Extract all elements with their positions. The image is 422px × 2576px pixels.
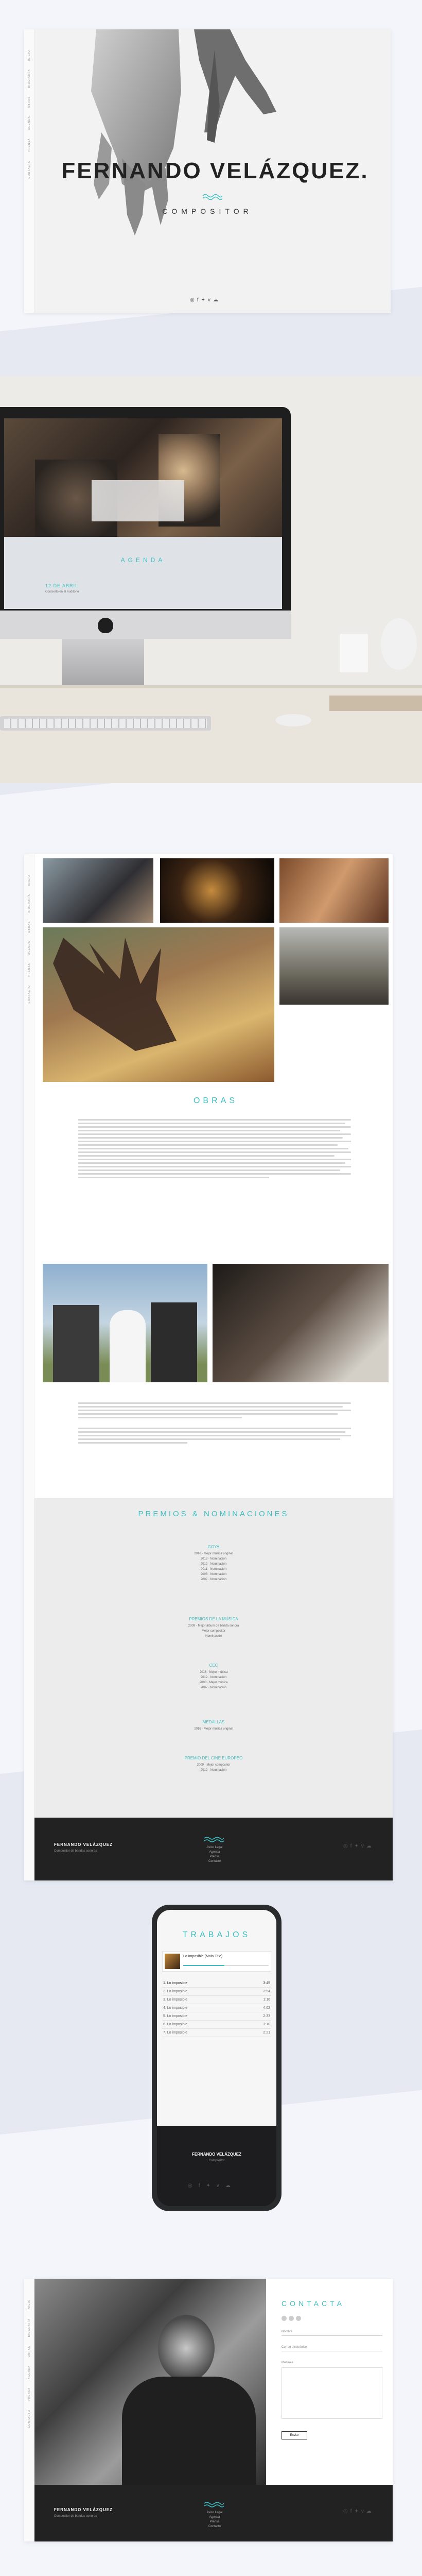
track-name: 6. Lo imposible bbox=[163, 2023, 188, 2026]
track-time: 1:16 bbox=[263, 1998, 270, 2002]
wave-icon bbox=[202, 193, 222, 200]
instagram-icon[interactable]: ◎ bbox=[188, 2183, 192, 2189]
name-field[interactable] bbox=[282, 2335, 382, 2336]
footer-name: FERNANDO VELÁZQUEZ bbox=[54, 1842, 113, 1847]
nav-item[interactable]: AGENDA bbox=[28, 2365, 31, 2380]
now-playing-title: Lo Imposible (Main Title) bbox=[183, 1955, 223, 1958]
hero-subtitle: COMPOSITOR bbox=[162, 207, 253, 215]
twitter-icon[interactable]: ✦ bbox=[206, 2183, 210, 2189]
nav-item[interactable]: BIOGRAFÍA bbox=[28, 69, 31, 88]
nav-item[interactable]: PRENSA bbox=[28, 2387, 31, 2401]
award-line: 2007 · Nominación bbox=[200, 1686, 227, 1689]
footer-link[interactable]: Agenda bbox=[209, 1851, 220, 1854]
award-line: 2011 · Nominación bbox=[201, 1568, 226, 1571]
award-group bbox=[34, 1756, 393, 1773]
footer-links bbox=[189, 2511, 240, 2529]
nav-item[interactable]: CONTACTO bbox=[28, 2409, 31, 2428]
obras-frame bbox=[24, 854, 393, 1880]
track-name: 4. Lo imposible bbox=[163, 2006, 188, 2010]
track-name: 3. Lo imposible bbox=[163, 1998, 188, 2002]
facebook-icon[interactable]: f bbox=[197, 297, 199, 303]
track-time: 3:45 bbox=[263, 1981, 270, 1985]
keyboard bbox=[0, 716, 211, 731]
track-name: 1. Lo imposible bbox=[163, 1981, 188, 1985]
nav-item[interactable]: PRENSA bbox=[28, 963, 31, 977]
contact-form bbox=[271, 2279, 393, 2485]
soundcloud-icon[interactable]: ☁ bbox=[366, 1843, 372, 1849]
footer-tagline: Compositor de bandas sonoras bbox=[54, 2515, 97, 2518]
imac-stand bbox=[62, 639, 144, 685]
footer-link[interactable]: Prensa bbox=[209, 1855, 220, 1858]
footer-socials bbox=[343, 2509, 372, 2514]
nav-item[interactable]: BIOGRAFÍA bbox=[28, 2318, 31, 2337]
facebook-icon[interactable]: f bbox=[350, 1843, 352, 1849]
progress-track bbox=[224, 1965, 269, 1966]
monster-hand-image bbox=[43, 927, 274, 1082]
contacta-footer bbox=[34, 2485, 393, 2541]
award-heading: PREMIO DEL CINE EUROPEO bbox=[184, 1756, 243, 1760]
track-time: 2:54 bbox=[263, 1990, 270, 1993]
footer-tagline: Compositor de bandas sonoras bbox=[54, 1850, 97, 1853]
award-group bbox=[34, 1663, 393, 1690]
nav-item[interactable]: CONTACTO bbox=[28, 985, 31, 1004]
track-row[interactable] bbox=[162, 2004, 271, 2012]
premios-title: PREMIOS & NOMINACIONES bbox=[138, 1510, 289, 1518]
phone-socials bbox=[188, 2183, 231, 2189]
nav-item[interactable]: PRENSA bbox=[28, 138, 31, 152]
award-line: 2007 · Nominación bbox=[200, 1578, 227, 1581]
film-still[interactable] bbox=[43, 858, 153, 923]
phone-title: TRABAJOS bbox=[182, 1930, 251, 1939]
nav-item[interactable]: AGENDA bbox=[28, 941, 31, 955]
mug bbox=[340, 634, 368, 672]
footer-link[interactable]: Contacto bbox=[208, 1860, 221, 1863]
phone-footer-name: FERNANDO VELÁZQUEZ bbox=[192, 2152, 241, 2157]
award-line: 2009 · Mejor álbum de banda sonora bbox=[188, 1624, 239, 1628]
award-line: 2016 · Mejor música bbox=[199, 1671, 228, 1674]
film-still[interactable] bbox=[160, 858, 274, 923]
track-row[interactable] bbox=[162, 1988, 271, 1996]
award-heading: MEDALLAS bbox=[202, 1720, 225, 1724]
event-date: 12 DE ABRIL bbox=[45, 583, 79, 588]
nav-item[interactable]: INICIO bbox=[28, 50, 31, 61]
award-line: 2012 · Nominación bbox=[200, 1676, 227, 1679]
film-still[interactable] bbox=[213, 1264, 389, 1382]
track-row[interactable] bbox=[162, 1979, 271, 1988]
imac-monitor bbox=[0, 407, 291, 639]
phone bbox=[152, 1905, 282, 2211]
mouse bbox=[275, 714, 311, 726]
award-heading: GOYA bbox=[207, 1545, 220, 1549]
nav-item[interactable]: OBRAS bbox=[28, 96, 31, 108]
nav-item[interactable]: OBRAS bbox=[28, 2345, 31, 2358]
wedding-photo[interactable] bbox=[43, 1264, 207, 1382]
obras-title: OBRAS bbox=[193, 1096, 238, 1105]
name-label: Nombre bbox=[282, 2330, 293, 2333]
progress-bar[interactable] bbox=[183, 1965, 224, 1966]
track-time: 2:33 bbox=[263, 2014, 270, 2018]
message-field[interactable] bbox=[282, 2367, 382, 2419]
facebook-icon[interactable]: f bbox=[350, 2509, 352, 2514]
award-heading: PREMIOS DE LA MÚSICA bbox=[189, 1617, 238, 1621]
vimeo-icon[interactable]: v bbox=[216, 2183, 219, 2189]
track-name: 2. Lo imposible bbox=[163, 1990, 188, 1993]
track-time: 2:21 bbox=[263, 2031, 270, 2035]
vimeo-icon[interactable]: v bbox=[207, 297, 210, 303]
obras-side-nav bbox=[24, 854, 34, 1880]
vimeo-icon[interactable]: v bbox=[361, 1843, 364, 1849]
imac-section-title: AGENDA bbox=[120, 556, 166, 564]
soundcloud-icon[interactable]: ☁ bbox=[225, 2183, 231, 2189]
nav-item[interactable]: OBRAS bbox=[28, 921, 31, 933]
facebook-icon[interactable]: f bbox=[198, 2183, 200, 2189]
award-heading: CEC bbox=[209, 1663, 218, 1668]
track-time: 4:02 bbox=[263, 2006, 270, 2010]
award-line: 2008 · Mejor música bbox=[199, 1681, 228, 1684]
soundcloud-icon[interactable]: ☁ bbox=[366, 2509, 372, 2514]
footer-name: FERNANDO VELÁZQUEZ bbox=[54, 2507, 113, 2512]
twitter-icon[interactable]: ✦ bbox=[354, 1843, 359, 1849]
hero-title: FERNANDO VELÁZQUEZ. bbox=[61, 158, 369, 183]
instagram-icon[interactable]: ◎ bbox=[343, 1843, 348, 1849]
vimeo-icon[interactable]: v bbox=[361, 2509, 364, 2514]
send-button[interactable]: Enviar bbox=[282, 2431, 307, 2439]
track-name: 7. Lo imposible bbox=[163, 2031, 188, 2035]
nav-item[interactable]: AGENDA bbox=[28, 116, 31, 130]
now-playing bbox=[162, 1951, 271, 1972]
wave-icon bbox=[203, 1836, 224, 1842]
obras-body-text-2 bbox=[78, 1400, 351, 1446]
track-name: 5. Lo imposible bbox=[163, 2014, 188, 2018]
imac-screen bbox=[4, 418, 282, 609]
award-line: 2012 · Nominación bbox=[200, 1563, 227, 1566]
track-row[interactable] bbox=[162, 2012, 271, 2021]
award-line: 2008 · Nominación bbox=[200, 1573, 227, 1576]
footer-links bbox=[189, 1845, 240, 1864]
award-line: 2009 · Mejor compositor bbox=[197, 1764, 231, 1767]
hero-side-nav bbox=[24, 29, 34, 313]
message-label: Mensaje bbox=[282, 2361, 293, 2364]
avatar-row bbox=[282, 2316, 301, 2321]
twitter-icon[interactable]: ✦ bbox=[354, 2509, 359, 2514]
track-row[interactable] bbox=[162, 2021, 271, 2029]
wave-icon bbox=[203, 2501, 224, 2507]
imac-scene bbox=[0, 376, 422, 783]
nav-item[interactable]: INICIO bbox=[28, 875, 31, 886]
instagram-icon[interactable]: ◎ bbox=[190, 297, 195, 303]
phone-content bbox=[157, 1910, 276, 2126]
twitter-icon[interactable]: ✦ bbox=[201, 297, 205, 303]
phone-screen bbox=[157, 1910, 276, 2206]
award-line: 2013 · Nominación bbox=[200, 1557, 227, 1561]
track-row[interactable] bbox=[162, 2029, 271, 2037]
footer-link[interactable]: Aviso Legal bbox=[206, 1846, 223, 1849]
footer-link[interactable]: Contacto bbox=[208, 2525, 221, 2528]
hero-socials bbox=[190, 297, 218, 303]
hero-frame bbox=[24, 29, 391, 313]
contacta-side-nav bbox=[24, 2279, 34, 2541]
books bbox=[329, 696, 422, 711]
desk-edge bbox=[0, 685, 422, 688]
premios-section bbox=[34, 1498, 393, 1818]
award-line: Nominación bbox=[205, 1635, 222, 1638]
obras-footer bbox=[34, 1818, 393, 1880]
speaker bbox=[381, 618, 417, 670]
obras-body-text bbox=[78, 1117, 351, 1180]
film-still[interactable] bbox=[279, 927, 389, 1005]
nav-item[interactable]: CONTACTO bbox=[28, 160, 31, 179]
film-still[interactable] bbox=[279, 858, 389, 923]
track-time: 3:10 bbox=[263, 2023, 270, 2026]
award-line: Mejor compositor bbox=[201, 1630, 225, 1633]
orchestra-photo bbox=[4, 418, 282, 537]
nav-item[interactable]: BIOGRAFÍA bbox=[28, 894, 31, 913]
track-row[interactable] bbox=[162, 1996, 271, 2004]
phone-footer-tagline: Compositor bbox=[208, 2159, 225, 2162]
contacta-frame bbox=[24, 2279, 393, 2541]
soundcloud-icon[interactable]: ☁ bbox=[213, 297, 218, 303]
footer-link[interactable]: Agenda bbox=[209, 2516, 220, 2519]
footer-link[interactable]: Prensa bbox=[209, 2520, 220, 2523]
event-text: Concierto en el Auditorio bbox=[45, 590, 79, 594]
apple-logo-icon bbox=[98, 618, 113, 633]
award-line: 2016 · Mejor música original bbox=[194, 1552, 233, 1555]
track-list bbox=[162, 1979, 271, 2037]
award-group bbox=[34, 1545, 393, 1582]
footer-socials bbox=[343, 1843, 372, 1849]
award-line: 2016 · Mejor música original bbox=[194, 1727, 233, 1731]
imac-chin bbox=[0, 611, 291, 639]
conductor-photo bbox=[34, 2279, 266, 2485]
footer-link[interactable]: Aviso Legal bbox=[206, 2511, 223, 2514]
email-label: Correo electrónico bbox=[282, 2346, 307, 2349]
award-group bbox=[34, 1720, 393, 1732]
album-cover bbox=[165, 1954, 180, 1969]
award-group bbox=[34, 1617, 393, 1639]
instagram-icon[interactable]: ◎ bbox=[343, 2509, 348, 2514]
award-line: 2012 · Nominación bbox=[200, 1769, 227, 1772]
contacta-title: CONTACTA bbox=[282, 2299, 345, 2308]
nav-item[interactable]: INICIO bbox=[28, 2299, 31, 2311]
film-still-monster[interactable] bbox=[43, 927, 274, 1082]
